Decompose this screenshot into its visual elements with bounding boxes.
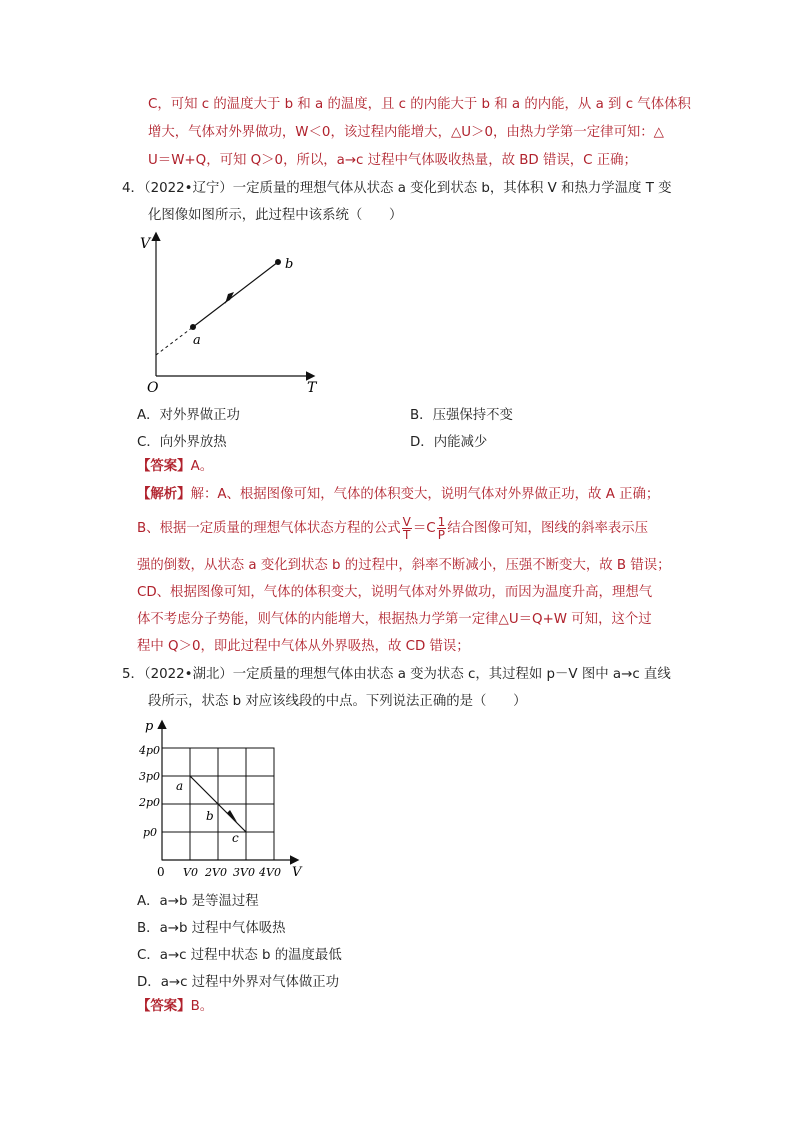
q4-answer-value: A。	[190, 459, 214, 474]
q4-option-c: C．向外界放热	[137, 435, 227, 450]
q4-answer	[137, 458, 213, 476]
q4-analysis-line-2	[137, 514, 648, 544]
q4-option-a: A．对外界做正功	[137, 408, 240, 423]
q5-direction-arrow	[227, 810, 237, 822]
q4-analysis-tag: 【解析】	[137, 487, 191, 502]
q4-label-a: a	[193, 333, 201, 348]
q5-option-d: D．a→c 过程中外界对气体做正功	[137, 975, 340, 990]
q4-stem-line-2: 化图像如图所示，此过程中该系统（ ）	[148, 208, 403, 223]
q4-analysis-text-1: 解：A、根据图像可知，气体的体积变大，说明气体对外界做正功，故 A 正确；	[190, 487, 660, 502]
q4-label-b: b	[285, 257, 294, 272]
prev-answer-line-3: U＝W+Q，可知 Q＞0，所以，a→c 过程中气体吸收热量，故 BD 错误，C 正确；	[148, 153, 637, 168]
q5-xtick-v0: V0	[183, 866, 198, 879]
fraction-1-over-p	[437, 516, 447, 541]
q5-stem-line-2: 段所示，状态 b 对应该线段的中点。下列说法正确的是（ ）	[148, 694, 527, 709]
q5-label-origin: 0	[157, 865, 165, 879]
q5-label-p: p	[145, 719, 154, 734]
fraction-v-numerator: V	[402, 514, 411, 529]
fraction-t-denominator: T	[403, 527, 411, 542]
prev-answer-line-2: 增大，气体对外界做功，W＜0，该过程内能增大，△U＞0，由热力学第一定律可知：△	[148, 125, 664, 140]
q5-pv-graph	[135, 714, 315, 882]
q5-xtick-4v0: 4V0	[259, 866, 281, 879]
q4-analysis-line-3: 强的倒数，从状态 a 变化到状态 b 的过程中，斜率不断减小，压强不断变大，故 B 错误；	[137, 558, 671, 573]
q5-ytick-p0: p0	[143, 826, 158, 839]
q5-option-b: B．a→b 过程中气体吸热	[137, 921, 286, 936]
fraction-1-numerator: 1	[437, 514, 446, 529]
q5-ytick-2p0: 2p0	[139, 796, 161, 809]
q4-point-a	[190, 324, 196, 330]
q5-stem-line-1: 5．（2022•湖北）一定质量的理想气体由状态 a 变为状态 c，其过程如 p－V 图中 a→c 直线	[122, 667, 671, 682]
q5-option-c: C．a→c 过程中状态 b 的温度最低	[137, 948, 342, 963]
prev-answer-line-1: C，可知 c 的温度大于 b 和 a 的温度，且 c 的内能大于 b 和 a 的内能，从 a 到 c 气体体积	[148, 97, 691, 112]
fraction-p-denominator: P	[437, 527, 446, 542]
q4-analysis-line-5: 体不考虑分子势能，则气体的内能增大，根据热力学第一定律△U＝Q+W 可知，这个过	[137, 612, 652, 627]
q4-analysis-line-1	[137, 486, 659, 504]
q4-stem-line-1: 4．（2022•辽宁）一定质量的理想气体从状态 a 变化到状态 b，其体积 V 和热力学温度 T 变	[122, 181, 672, 196]
q5-ytick-4p0: 4p0	[139, 744, 161, 757]
q4-analysis-line-4: CD、根据图像可知，气体的体积变大，说明气体对外界做功，而因为温度升高，理想气	[137, 585, 653, 600]
q4-vt-graph	[135, 228, 325, 398]
equals-c: ＝C	[412, 521, 436, 536]
q5-xtick-3v0: 3V0	[233, 866, 255, 879]
q5-label-v: V	[292, 865, 302, 880]
q4-analysis-text-2b: 结合图像可知，图线的斜率表示压	[447, 521, 649, 536]
q4-option-d: D．内能减少	[410, 435, 488, 450]
q5-label-a: a	[176, 779, 184, 793]
q4-point-b	[275, 259, 281, 265]
q5-label-b: b	[206, 809, 214, 823]
q4-analysis-line-6: 程中 Q＞0，即此过程中气体从外界吸热，故 CD 错误；	[137, 639, 470, 654]
q4-label-t: T	[307, 380, 317, 396]
q5-answer	[137, 998, 213, 1016]
q4-answer-tag: 【答案】	[137, 459, 191, 474]
q4-process-line	[193, 262, 278, 327]
q5-option-a: A．a→b 是等温过程	[137, 894, 259, 909]
fraction-v-over-t	[402, 516, 412, 541]
q4-label-o: O	[147, 380, 159, 396]
q5-answer-value: B。	[190, 999, 214, 1014]
q4-analysis-text-2a: B、根据一定质量的理想气体状态方程的公式	[137, 521, 401, 536]
q5-answer-tag: 【答案】	[137, 999, 191, 1014]
q4-dashed-extension	[156, 327, 193, 355]
q4-option-b: B．压强保持不变	[410, 408, 513, 423]
q5-xtick-2v0: 2V0	[205, 866, 227, 879]
q5-label-c: c	[232, 831, 239, 845]
q4-label-v: V	[140, 236, 151, 252]
q5-ytick-3p0: 3p0	[139, 770, 161, 783]
